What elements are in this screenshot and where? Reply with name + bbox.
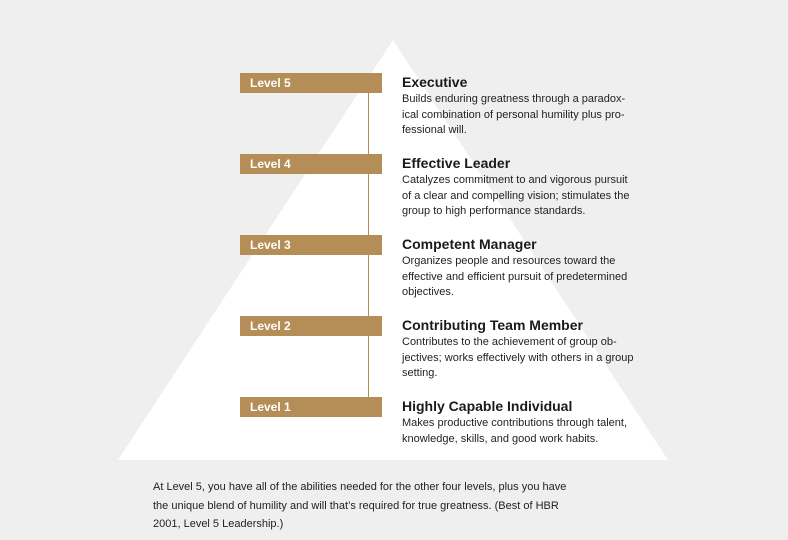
caption-text: At Level 5, you have all of the abilities needed for the other four levels, plus you have the unique blend of humility and will that’s required for true greatness. (Best of HBR 2001, Level 5 Leadership.) bbox=[153, 481, 567, 530]
level-4-tab: Level 4 bbox=[240, 154, 382, 174]
level-4-title: Effective Leader bbox=[402, 155, 511, 171]
level-2-tab: Level 2 bbox=[240, 316, 382, 336]
level-1-tab: Level 1 bbox=[240, 397, 382, 417]
level-2-title: Contributing Team Member bbox=[402, 317, 583, 333]
level-2-description: Contributes to the achievement of group ob- jectives; works effectively with others in a group setting. bbox=[402, 336, 634, 379]
level-5-title: Executive bbox=[402, 74, 468, 90]
level-4-description: Catalyzes commitment to and vigorous pursuit of a clear and compelling vision; stimulates the group to high performance standards. bbox=[402, 174, 630, 217]
level-5-block bbox=[402, 74, 672, 139]
level-2-block bbox=[402, 317, 672, 382]
level-3-description: Organizes people and resources toward the effective and efficient pursuit of predetermined objectives. bbox=[402, 255, 628, 298]
level-5-description: Builds enduring greatness through a paradox- ical combination of personal humility plus pro- fessional will. bbox=[402, 93, 626, 136]
level-5-tab: Level 5 bbox=[240, 73, 382, 93]
level-3-tab: Level 3 bbox=[240, 235, 382, 255]
level-3-title: Competent Manager bbox=[402, 236, 537, 252]
level-3-block bbox=[402, 236, 672, 301]
level-1-block bbox=[402, 398, 672, 447]
level-1-title: Highly Capable Individual bbox=[402, 398, 573, 414]
level-1-description: Makes productive contributions through talent, knowledge, skills, and good work habits. bbox=[402, 417, 628, 445]
level-4-block bbox=[402, 155, 672, 220]
